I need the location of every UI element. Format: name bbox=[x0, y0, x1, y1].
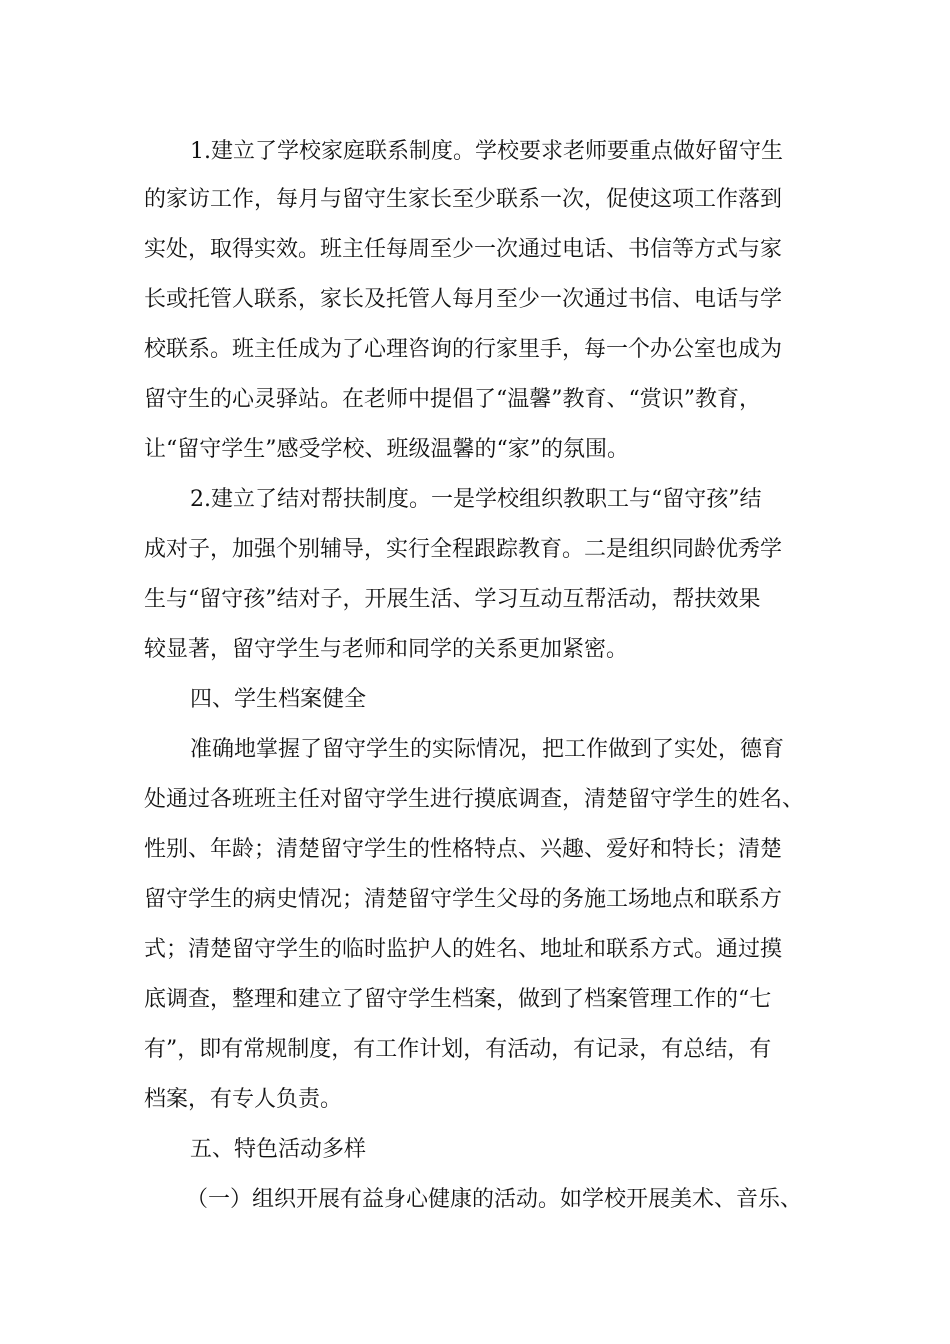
para-2-line-1: 2.建立了结对帮扶制度。一是学校组织教职工与“留守孩”结 bbox=[190, 487, 762, 512]
para-3-line-7: 有”，即有常规制度，有工作计划，有活动，有记录，有总结，有 bbox=[144, 1037, 772, 1062]
para-3-line-5: 式；清楚留守学生的临时监护人的姓名、地址和联系方式。通过摸 bbox=[144, 937, 783, 962]
para-1-line-7: 让“留守学生”感受学校、班级温馨的“家”的氛围。 bbox=[144, 437, 629, 462]
para-3-line-3: 性别、年龄；清楚留守学生的性格特点、兴趣、爱好和特长；清楚 bbox=[144, 837, 783, 862]
para-3-line-1: 准确地掌握了留守学生的实际情况，把工作做到了实处，德育 bbox=[190, 737, 785, 762]
para-1-line-6: 留守生的心灵驿站。在老师中提倡了“温馨”教育、“赏识”教育， bbox=[144, 387, 761, 412]
para-1-line-1: 1.建立了学校家庭联系制度。学校要求老师要重点做好留守生 bbox=[190, 139, 783, 164]
para-4-line-1: （一）组织开展有益身心健康的活动。如学校开展美术、音乐、 bbox=[186, 1187, 803, 1212]
para-3-line-8: 档案，有专人负责。 bbox=[144, 1087, 343, 1112]
para-2-line-4: 较显著，留守学生与老师和同学的关系更加紧密。 bbox=[144, 637, 629, 662]
para-1-line-3: 实处，取得实效。班主任每周至少一次通过电话、书信等方式与家 bbox=[144, 237, 783, 262]
para-1-line-5: 校联系。班主任成为了心理咨询的行家里手，每一个办公室也成为 bbox=[144, 337, 783, 362]
para-2-line-3: 生与“留守孩”结对子，开展生活、学习互动互帮活动，帮扶效果 bbox=[144, 587, 761, 612]
para-3-line-2: 处通过各班班主任对留守学生进行摸底调查，清楚留守学生的姓名、 bbox=[144, 787, 805, 812]
section-heading-4: 四、学生档案健全 bbox=[190, 687, 367, 712]
para-3-line-6: 底调查，整理和建立了留守学生档案，做到了档案管理工作的“七 bbox=[144, 987, 772, 1012]
para-1-line-2: 的家访工作，每月与留守生家长至少联系一次，促使这项工作落到 bbox=[144, 187, 783, 212]
para-2-line-2: 成对子，加强个别辅导，实行全程跟踪教育。二是组织同龄优秀学 bbox=[144, 537, 783, 562]
para-1-line-4: 长或托管人联系，家长及托管人每月至少一次通过书信、电话与学 bbox=[144, 287, 783, 312]
para-3-line-4: 留守学生的病史情况；清楚留守学生父母的务施工场地点和联系方 bbox=[144, 887, 783, 912]
section-heading-5: 五、特色活动多样 bbox=[190, 1137, 367, 1162]
